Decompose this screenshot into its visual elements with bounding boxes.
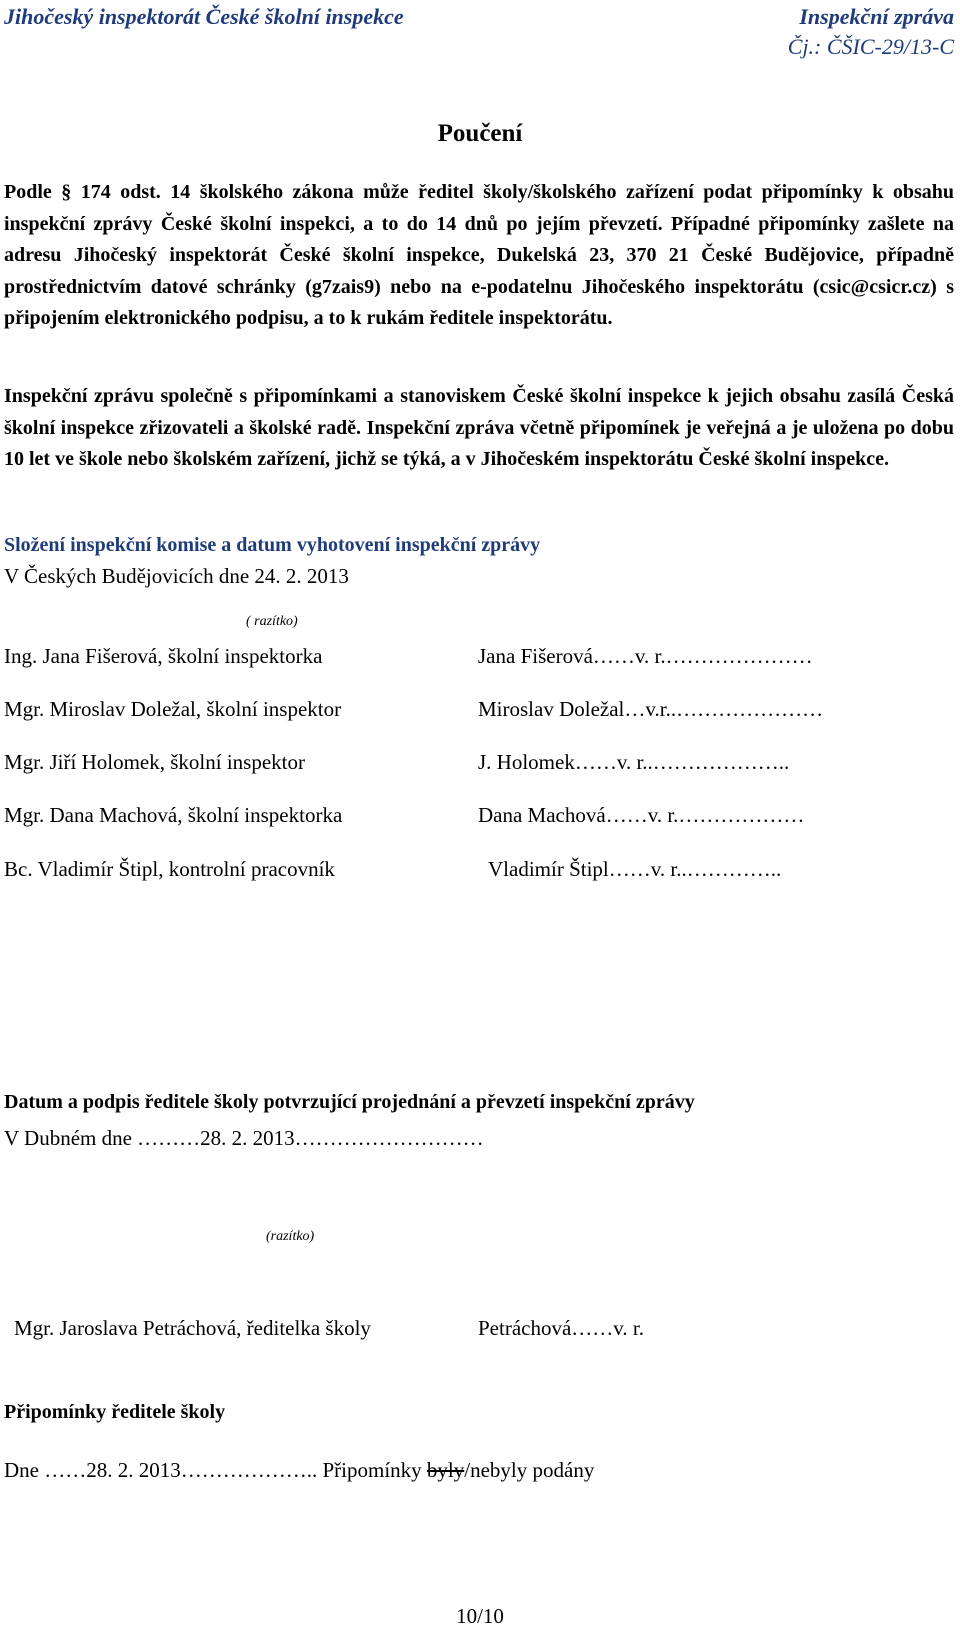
director-name: Mgr. Jaroslava Petráchová, ředitelka školy (14, 1316, 371, 1340)
member-signature: Miroslav Doležal…v.r..………………… (478, 697, 824, 721)
commission-stamp-label: ( razítko) (246, 614, 298, 629)
director-stamp-label: (razítko) (266, 1229, 315, 1244)
member-signature: J. Holomek……v. r..……………….. (478, 750, 790, 774)
comments-struck-word: byly (426, 1458, 465, 1482)
member-name: Ing. Jana Fišerová, školní inspektorka (4, 644, 323, 668)
member-name: Mgr. Miroslav Doležal, školní inspektor (4, 697, 342, 721)
header-report-type: Inspekční zpráva (799, 4, 954, 29)
comments-heading: Připomínky ředitele školy (4, 1401, 226, 1423)
commission-heading: Složení inspekční komise a datum vyhotovení inspekční zprávy (4, 534, 541, 556)
director-heading: Datum a podpis ředitele školy potvrzující projednání a převzetí inspekční zprávy (4, 1091, 695, 1113)
director-signature: Petráchová……v. r. (478, 1316, 645, 1340)
comments-line (4, 1457, 594, 1483)
page-title: Poučení (437, 120, 523, 147)
member-signature: Jana Fišerová……v. r.………………… (478, 644, 813, 668)
comments-prefix: Dne ……28. 2. 2013……………….. Připomínky (4, 1458, 427, 1482)
director-place-date: V Dubném dne ………28. 2. 2013……………………… (4, 1126, 484, 1150)
instruction-paragraph-1: Podle § 174 odst. 14 školského zákona může ředitel školy/školského zařízení podat připomínky k obsahu inspekční zprávy České školní inspekci, a to do 14 dnů po jejím převzetí. Případné připomínky zašlete na adresu Jihočeský inspektorát České školní inspekce, Dukelská 23, 370 21 České Budějovice, případně prostřednictvím datové schránky (g7zais9) nebo na e-podatelnu Jihočeského inspektorátu (csic@csicr.cz) s připojením elektronického podpisu, a to k rukám ředitele inspektorátu. (4, 181, 954, 329)
member-name: Bc. Vladimír Štipl, kontrolní pracovník (4, 857, 335, 881)
instruction-paragraph-2: Inspekční zprávu společně s připomínkami a stanoviskem České školní inspekce k jejich obsahu zasílá Česká školní inspekce zřizovateli a školské radě. Inspekční zpráva včetně připomínek je veřejná a je uložena po dobu 10 let ve škole nebo školském zařízení, jichž se týká, a v Jihočeském inspektorátu České školní inspekce. (4, 385, 954, 470)
member-signature: Dana Machová……v. r.……………… (478, 803, 805, 827)
header-reference-number: Čj.: ČŠIC-29/13-C (787, 34, 954, 59)
member-name: Mgr. Dana Machová, školní inspektorka (4, 803, 343, 827)
member-name: Mgr. Jiří Holomek, školní inspektor (4, 750, 305, 774)
page-number: 10/10 (456, 1604, 504, 1628)
commission-place-date: V Českých Budějovicích dne 24. 2. 2013 (4, 564, 349, 588)
member-signature: Vladimír Štipl……v. r..………….. (488, 857, 782, 881)
comments-suffix: /nebyly podány (464, 1458, 595, 1482)
header-inspectorate: Jihočeský inspektorát České školní inspekce (4, 4, 404, 29)
